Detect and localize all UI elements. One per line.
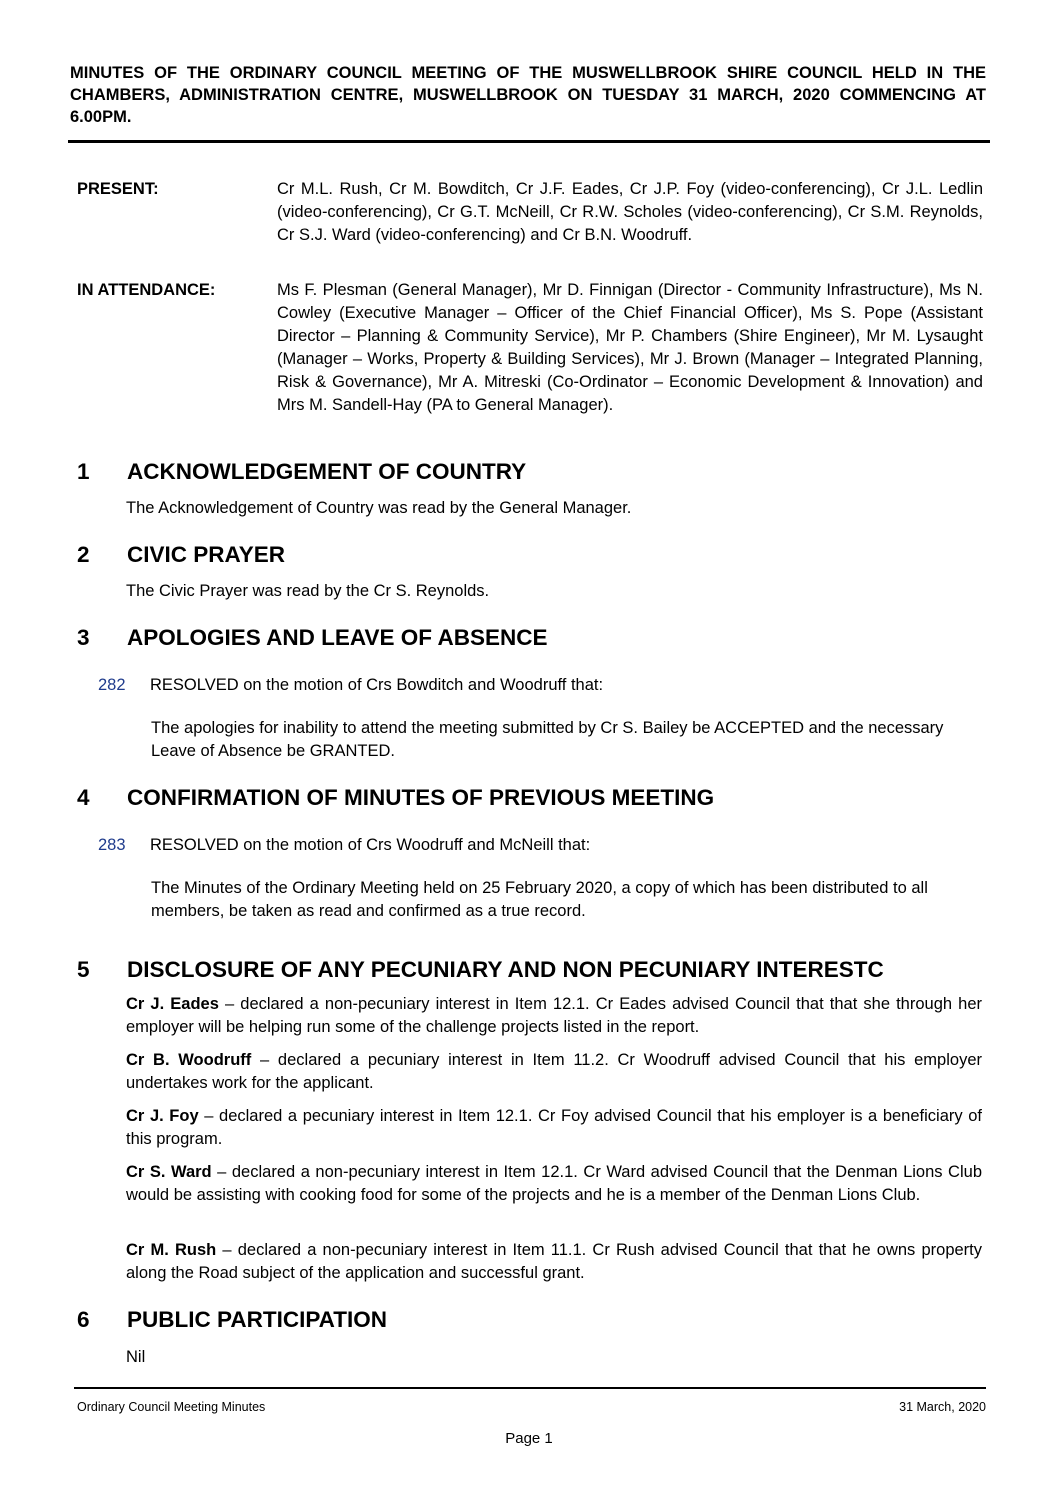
declaration-text: – declared a non-pecuniary interest in Item 11.1. Cr Rush advised Council that that he owns property along the Road subject of the application and successful grant.: [126, 1241, 982, 1282]
declaration-text: – declared a non-pecuniary interest in Item 12.1. Cr Eades advised Council that that she through her employer will be helping run some of the challenge projects listed in the report.: [126, 995, 982, 1036]
resolution-282: [98, 674, 603, 697]
section-title: ACKNOWLEDGEMENT OF COUNTRY: [127, 459, 527, 484]
interest-declaration: [126, 1105, 982, 1151]
present-label: PRESENT:: [77, 180, 159, 198]
attendance-block: [77, 279, 983, 417]
councillor-name: Cr J. Eades: [126, 995, 219, 1013]
councillor-name: Cr J. Foy: [126, 1107, 199, 1125]
section-number: 2: [77, 542, 90, 567]
interest-declaration: [126, 1049, 982, 1095]
section-5-heading: [77, 956, 884, 984]
councillor-name: Cr B. Woodruff: [126, 1051, 252, 1069]
footer-document-name: Ordinary Council Meeting Minutes: [77, 1400, 266, 1414]
section-title: CIVIC PRAYER: [127, 542, 285, 567]
resolution-number: 283: [98, 836, 126, 854]
section-6-heading: [77, 1306, 387, 1334]
section-number: 3: [77, 625, 90, 650]
section-3-heading: [77, 624, 547, 652]
section-title: APOLOGIES AND LEAVE OF ABSENCE: [127, 625, 548, 650]
interest-declaration: [126, 993, 982, 1039]
interest-declaration: [126, 1161, 982, 1207]
declaration-text: – declared a pecuniary interest in Item 12.1. Cr Foy advised Council that his employer is a beneficiary of this program.: [126, 1107, 982, 1148]
attendance-list: Ms F. Plesman (General Manager), Mr D. Finnigan (Director - Community Infrastructure), Ms N. Cowley (Executive Manager – Officer of the Chief Financial Officer), Ms S. Pope (Assistant Director – Planning & Community Service), Mr P. Chambers (Shire Engineer), Mr M. Lysaught (Manager – Works, Property & Building Services), Mr J. Brown (Manager – Integrated Planning, Risk & Governance), Mr A. Mitreski (Co-Ordinator – Economic Development & Innovation) and Mrs M. Sandell-Hay (PA to General Manager).: [277, 281, 983, 414]
resolution-283-body: The Minutes of the Ordinary Meeting held on 25 February 2020, a copy of which has been distributed to all members, be taken as read and confirmed as a true record.: [151, 879, 928, 920]
interest-declaration: [126, 1239, 982, 1285]
resolution-text: RESOLVED on the motion of Crs Bowditch and Woodruff that:: [150, 676, 604, 694]
section-title: PUBLIC PARTICIPATION: [127, 1307, 387, 1332]
attendance-label: IN ATTENDANCE:: [77, 281, 216, 299]
declaration-text: – declared a non-pecuniary interest in Item 12.1. Cr Ward advised Council that the Denman Lions Club would be assisting with cooking food for some of the projects and he is a member of the Denman Lions Club.: [126, 1163, 982, 1204]
resolution-text: RESOLVED on the motion of Crs Woodruff and McNeill that:: [150, 836, 591, 854]
page-number: Page 1: [505, 1430, 553, 1447]
section-4-heading: [77, 784, 714, 812]
section-1-text: The Acknowledgement of Country was read by the General Manager.: [126, 499, 632, 517]
footer-divider: [74, 1387, 986, 1389]
section-title: DISCLOSURE OF ANY PECUNIARY AND NON PECUNIARY INTERESTC: [127, 957, 884, 982]
section-2-text: The Civic Prayer was read by the Cr S. Reynolds.: [126, 582, 490, 600]
section-1-heading: [77, 458, 526, 486]
councillor-name: Cr M. Rush: [126, 1241, 217, 1259]
document-title: MINUTES OF THE ORDINARY COUNCIL MEETING OF THE MUSWELLBROOK SHIRE COUNCIL HELD IN THE CHAMBERS, ADMINISTRATION CENTRE, MUSWELLBROOK ON TUESDAY 31 MARCH, 2020 COMMENCING AT 6.00PM.: [70, 64, 986, 126]
section-6-text: Nil: [126, 1348, 146, 1366]
present-block: [77, 178, 983, 247]
resolution-283: [98, 834, 590, 857]
header-divider: [68, 140, 990, 143]
section-title: CONFIRMATION OF MINUTES OF PREVIOUS MEETING: [127, 785, 715, 810]
footer-date: 31 March, 2020: [899, 1400, 986, 1414]
section-number: 4: [77, 785, 90, 810]
resolution-282-body: The apologies for inability to attend the meeting submitted by Cr S. Bailey be ACCEPTED and the necessary Leave of Absence be GRANTED.: [151, 719, 944, 760]
councillor-name: Cr S. Ward: [126, 1163, 212, 1181]
section-number: 5: [77, 957, 90, 982]
present-list: Cr M.L. Rush, Cr M. Bowditch, Cr J.F. Eades, Cr J.P. Foy (video-conferencing), Cr J.L. Ledlin (video-conferencing), Cr G.T. McNeill, Cr R.W. Scholes (video-conferencing), Cr S.M. Reynolds, Cr S.J. Ward (video-conferencing) and Cr B.N. Woodruff.: [277, 180, 983, 244]
section-number: 6: [77, 1307, 90, 1332]
section-2-heading: [77, 541, 285, 569]
section-number: 1: [77, 459, 90, 484]
resolution-number: 282: [98, 676, 126, 694]
declaration-text: – declared a pecuniary interest in Item 11.2. Cr Woodruff advised Council that his employer undertakes work for the applicant.: [126, 1051, 982, 1092]
